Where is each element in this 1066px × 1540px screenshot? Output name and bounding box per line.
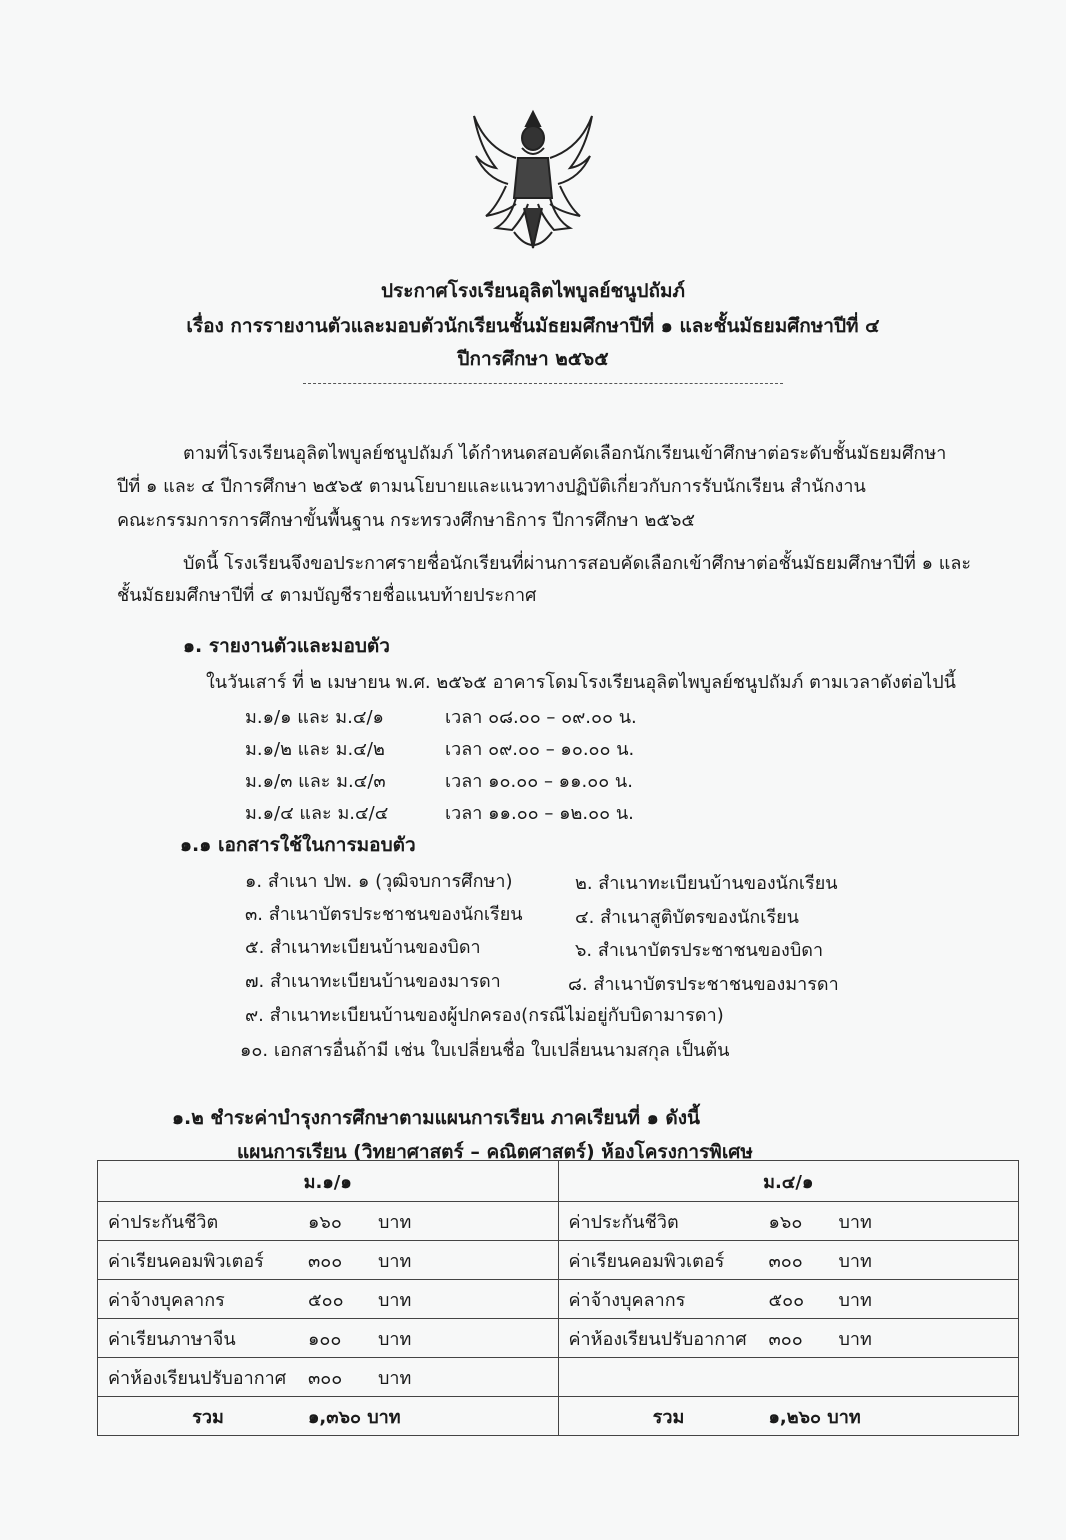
total-cell <box>98 1397 559 1436</box>
fee-name: ค่าประกันชีวิต <box>108 1211 219 1233</box>
paragraph-1-line-1: ตามที่โรงเรียนอุลิตไพบูลย์ชนูปถัมภ์ ได้กำหนดสอบคัดเลือกนักเรียนเข้าศึกษาต่อระดับชั้นมัธยมศึกษา <box>183 443 947 464</box>
document-item: ๙. สำเนาทะเบียนบ้านของผู้ปกครอง(กรณีไม่อยู่กับบิดามารดา) <box>245 1005 724 1026</box>
fee-cell <box>558 1280 1019 1319</box>
total-amount: ๑,๒๖๐ บาท <box>768 1406 861 1428</box>
announcement-title: ประกาศโรงเรียนอุลิตไพบูลย์ชนูปถัมภ์ <box>380 280 686 302</box>
fee-name: ค่าห้องเรียนปรับอากาศ <box>108 1367 287 1389</box>
announcement-subject: เรื่อง การรายงานตัวและมอบตัวนักเรียนชั้นมัธยมศึกษาปีที่ ๑ และชั้นมัธยมศึกษาปีที่ ๔ <box>186 315 880 337</box>
fee-cell <box>98 1202 559 1241</box>
fee-amount: ๓๐๐ <box>308 1367 343 1389</box>
total-cell <box>558 1397 1019 1436</box>
fee-unit: บาท <box>378 1289 412 1311</box>
fee-name: ค่าประกันชีวิต <box>568 1211 679 1233</box>
fee-amount: ๓๐๐ <box>768 1328 803 1350</box>
section-1-heading: ๑. รายงานตัวและมอบตัว <box>183 635 390 657</box>
fee-cell <box>98 1280 559 1319</box>
class-header-right: ม.๔/๑ <box>558 1161 1019 1202</box>
schedule-classes: ม.๑/๓ และ ม.๔/๓ <box>245 771 386 792</box>
paragraph-2-line-1: บัดนี้ โรงเรียนจึงขอประกาศรายชื่อนักเรียนที่ผ่านการสอบคัดเลือกเข้าศึกษาต่อชั้นมัธยมศึกษาปีที่ ๑ และ <box>183 553 972 574</box>
document-item: ๓. สำเนาบัตรประชาชนของนักเรียน <box>245 904 523 925</box>
section-1-1-heading: ๑.๑ เอกสารใช้ในการมอบตัว <box>180 834 416 856</box>
document-item: ๑๐. เอกสารอื่นถ้ามี เช่น ใบเปลี่ยนชื่อ ใบเปลี่ยนนามสกุล เป็นต้น <box>240 1040 730 1061</box>
schedule-classes: ม.๑/๒ และ ม.๔/๒ <box>245 739 385 760</box>
fee-unit: บาท <box>378 1211 412 1233</box>
fee-amount: ๑๖๐ <box>308 1211 342 1233</box>
fee-unit: บาท <box>378 1328 412 1350</box>
fee-cell <box>98 1358 559 1397</box>
document-item: ๒. สำเนาทะเบียนบ้านของนักเรียน <box>575 873 838 894</box>
divider <box>303 383 783 384</box>
schedule-classes: ม.๑/๑ และ ม.๔/๑ <box>245 707 384 728</box>
total-label: รวม <box>192 1406 224 1428</box>
schedule-row <box>245 766 633 795</box>
fee-cell <box>98 1319 559 1358</box>
section-1-2-heading: ๑.๒ ชำระค่าบำรุงการศึกษาตามแผนการเรียน ภาคเรียนที่ ๑ ดังนี้ <box>172 1107 700 1129</box>
fee-amount: ๑๐๐ <box>308 1328 342 1350</box>
fee-amount: ๑๖๐ <box>768 1211 803 1233</box>
paragraph-1-line-3: คณะกรรมการการศึกษาขั้นพื้นฐาน กระทรวงศึกษาธิการ ปีการศึกษา ๒๕๖๕ <box>117 510 695 531</box>
schedule-row <box>245 702 637 731</box>
fee-name: ค่าเรียนภาษาจีน <box>108 1328 236 1350</box>
schedule-row <box>245 734 634 763</box>
schedule-time: เวลา ๑๐.๐๐ – ๑๑.๐๐ น. <box>445 771 633 792</box>
fee-amount: ๓๐๐ <box>768 1250 803 1272</box>
fee-unit: บาท <box>838 1289 872 1311</box>
fee-amount: ๕๐๐ <box>308 1289 344 1311</box>
document-item: ๗. สำเนาทะเบียนบ้านของมารดา <box>245 971 501 992</box>
fee-name: ค่าห้องเรียนปรับอากาศ <box>568 1328 747 1350</box>
document-item: ๕. สำเนาทะเบียนบ้านของบิดา <box>245 937 481 958</box>
fee-cell <box>558 1202 1019 1241</box>
fee-unit: บาท <box>378 1367 412 1389</box>
document-item: ๑. สำเนา ปพ. ๑ (วุฒิจบการศึกษา) <box>245 871 513 892</box>
empty-cell <box>558 1358 1019 1397</box>
fee-cell <box>98 1241 559 1280</box>
fee-name: ค่าจ้างบุคลากร <box>108 1289 225 1311</box>
report-date-line: ในวันเสาร์ ที่ ๒ เมษายน พ.ศ. ๒๕๖๕ อาคารโดมโรงเรียนอุลิตไพบูลย์ชนูปถัมภ์ ตามเวลาดังต่อไปนี้ <box>206 672 956 693</box>
fee-amount: ๓๐๐ <box>308 1250 343 1272</box>
paragraph-2-line-2: ชั้นมัธยมศึกษาปีที่ ๔ ตามบัญชีรายชื่อแนบท้ายประกาศ <box>117 585 537 606</box>
document-item: ๔. สำเนาสูติบัตรของนักเรียน <box>575 907 799 928</box>
schedule-time: เวลา ๐๘.๐๐ – ๐๙.๐๐ น. <box>445 707 637 728</box>
schedule-time: เวลา ๐๙.๐๐ – ๑๐.๐๐ น. <box>445 739 635 760</box>
garuda-emblem-icon <box>466 108 600 256</box>
schedule-row <box>245 798 634 827</box>
study-plan-label: แผนการเรียน (วิทยาศาสตร์ – คณิตศาสตร์) ห้องโครงการพิเศษ <box>237 1141 753 1163</box>
fee-name: ค่าเรียนคอมพิวเตอร์ <box>108 1250 264 1272</box>
fee-unit: บาท <box>378 1250 412 1272</box>
fee-cell <box>558 1241 1019 1280</box>
fee-unit: บาท <box>838 1250 872 1272</box>
fee-cell <box>558 1319 1019 1358</box>
schedule-classes: ม.๑/๔ และ ม.๔/๔ <box>245 803 389 824</box>
total-label: รวม <box>652 1406 685 1428</box>
fee-unit: บาท <box>838 1211 872 1233</box>
document-item: ๖. สำเนาบัตรประชาชนของบิดา <box>575 940 824 961</box>
document-item: ๘. สำเนาบัตรประชาชนของมารดา <box>568 974 839 995</box>
total-amount: ๑,๓๖๐ บาท <box>308 1406 401 1428</box>
fee-table <box>97 1160 1019 1436</box>
schedule-time: เวลา ๑๑.๐๐ – ๑๒.๐๐ น. <box>445 803 634 824</box>
fee-amount: ๕๐๐ <box>768 1289 805 1311</box>
fee-unit: บาท <box>838 1328 872 1350</box>
academic-year: ปีการศึกษา ๒๕๖๕ <box>457 348 609 370</box>
fee-name: ค่าเรียนคอมพิวเตอร์ <box>568 1250 725 1272</box>
paragraph-1-line-2: ปีที่ ๑ และ ๔ ปีการศึกษา ๒๕๖๕ ตามนโยบายและแนวทางปฏิบัติเกี่ยวกับการรับนักเรียน สำนักงาน <box>117 476 866 497</box>
class-header-left: ม.๑/๑ <box>98 1161 559 1202</box>
fee-name: ค่าจ้างบุคลากร <box>568 1289 686 1311</box>
